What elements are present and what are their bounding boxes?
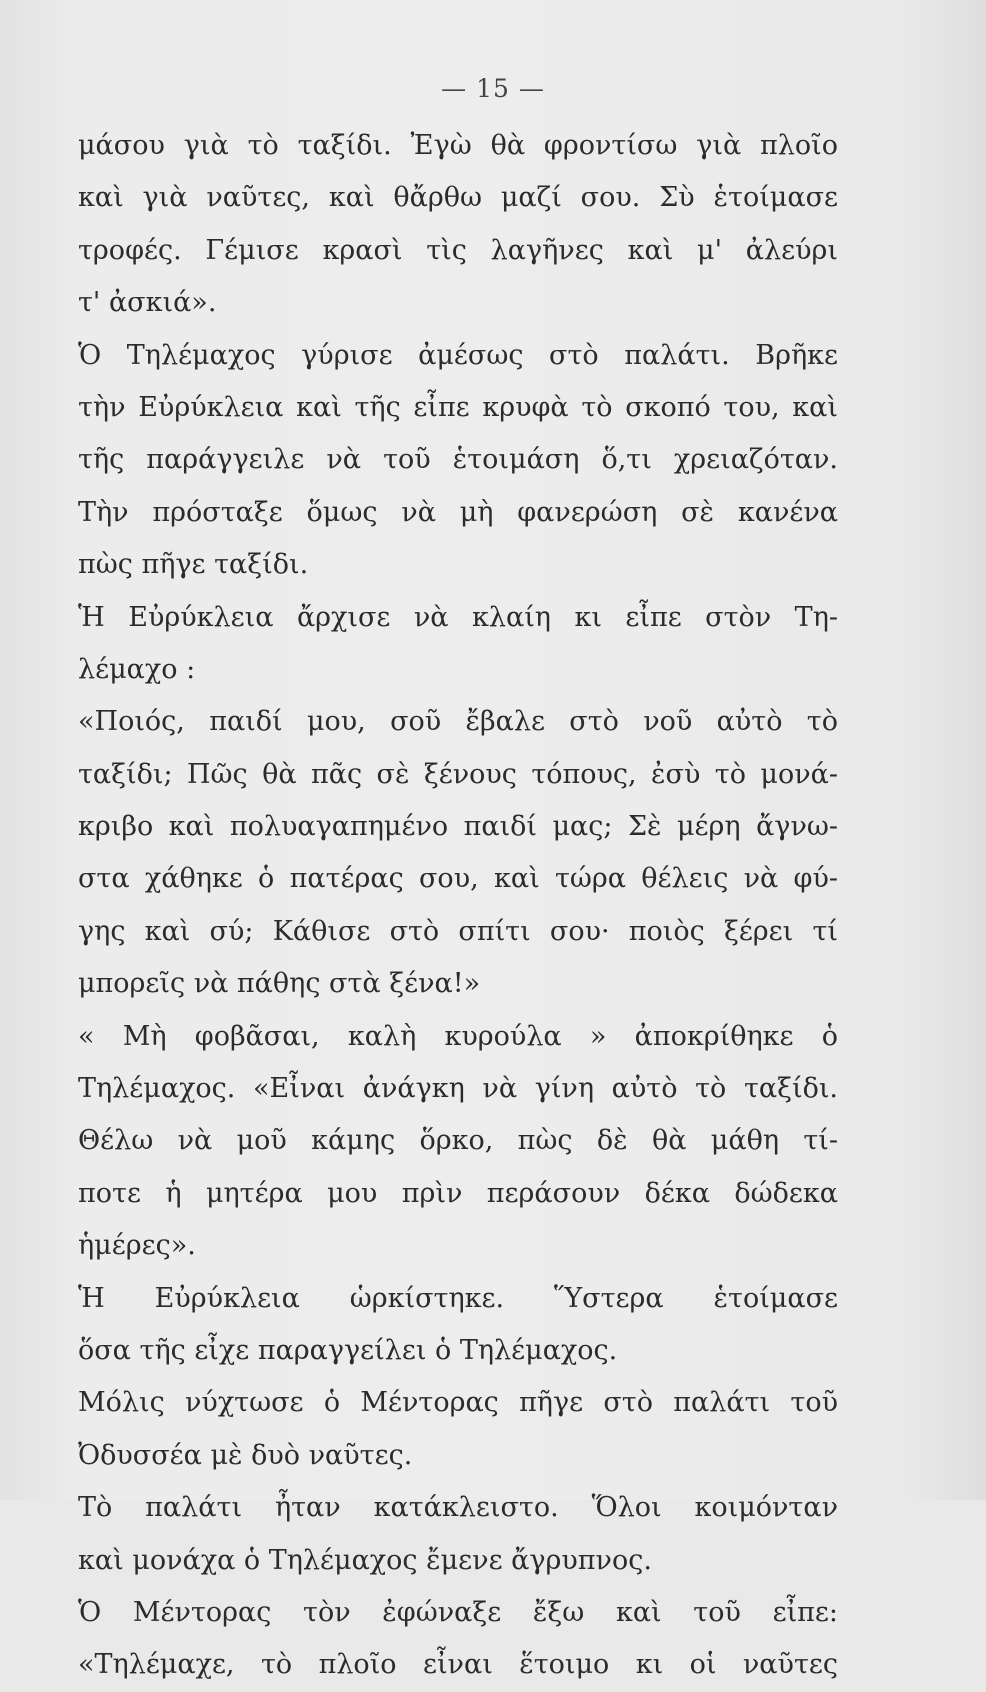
text-line: Μόλις νύχτωσε ὁ Μέντορας πῆγε στὸ παλάτι τοῦ [78,1387,838,1419]
text-line: λέμαχο : [78,653,196,685]
text-line: ὅσα τῆς εἶχε παραγγείλει ὁ Τηλέμαχος. [78,1334,618,1366]
text-line: Θέλω νὰ μοῦ κάμης ὅρκο, πὼς δὲ θὰ μάθη τί- [78,1125,838,1157]
text-line: τὴν Εὐρύκλεια καὶ τῆς εἶπε κρυφὰ τὸ σκοπό του, καὶ [78,391,838,423]
text-line: «Ποιός, παιδί μου, σοῦ ἔβαλε στὸ νοῦ αὐτὸ τὸ [78,706,838,738]
text-line: Ἡ Εὐρύκλεια ὡρκίστηκε. Ὕστερα ἑτοίμασε [78,1282,838,1314]
text-line: Ὀδυσσέα μὲ δυὸ ναῦτες. [78,1439,413,1471]
text-line: γης καὶ σύ; Κάθισε στὸ σπίτι σου· ποιὸς ξέρει τί [78,915,838,947]
text-line: Τὴν πρόσταξε ὅμως νὰ μὴ φανερώση σὲ κανένα [78,496,838,528]
text-line: Ὁ Μέντορας τὸν ἐφώναξε ἔξω καὶ τοῦ εἶπε: [78,1596,838,1628]
text-line: « Μὴ φοβᾶσαι, καλὴ κυρούλα » ἀποκρίθηκε ὁ [78,1020,838,1052]
body-text [78,120,838,1692]
text-line: μάσου γιὰ τὸ ταξίδι. Ἐγὼ θὰ φροντίσω γιὰ πλοῖο [78,130,838,161]
text-line: τῆς παράγγειλε νὰ τοῦ ἑτοιμάση ὅ,τι χρειαζόταν. [78,444,838,476]
text-line: Τηλέμαχος. «Εἶναι ἀνάγκη νὰ γίνη αὐτὸ τὸ ταξίδι. [78,1073,838,1105]
text-line: τ' ἀσκιά». [78,287,217,319]
text-line: ταξίδι; Πῶς θὰ πᾶς σὲ ξένους τόπους, ἐσὺ τὸ μονά- [78,758,838,790]
text-line: Ὁ Τηλέμαχος γύρισε ἀμέσως στὸ παλάτι. Βρῆκε [78,339,838,371]
text-line: Τὸ παλάτι ἦταν κατάκλειστο. Ὅλοι κοιμόνταν [78,1492,838,1524]
text-line: ποτε ἡ μητέρα μου πρὶν περάσουν δέκα δώδεκα [78,1177,838,1209]
text-line: «Τηλέμαχε, τὸ πλοῖο εἶναι ἕτοιμο κι οἱ ναῦτες [78,1649,838,1681]
text-line: καὶ μονάχα ὁ Τηλέμαχος ἔμενε ἄγρυπνος. [78,1544,652,1576]
text-line: πὼς πῆγε ταξίδι. [78,549,309,581]
text-line: στα χάθηκε ὁ πατέρας σου, καὶ τώρα θέλεις νὰ φύ- [78,863,838,895]
text-line: Ἡ Εὐρύκλεια ἄρχισε νὰ κλαίη κι εἶπε στὸν Τη- [78,601,838,633]
text-line: καὶ γιὰ ναῦτες, καὶ θἄρθω μαζί σου. Σὺ ἑτοίμασε [78,182,838,214]
text-line: τροφές. Γέμισε κρασὶ τὶς λαγῆνες καὶ μ' ἀλεύρι [78,234,838,266]
text-line: κριβο καὶ πολυαγαπημένο παιδί μας; Σὲ μέρη ἄγνω- [78,811,838,843]
text-line: μπορεῖς νὰ πάθης στὰ ξένα!» [78,968,481,1000]
page-number: — 15 — [441,74,545,103]
text-line: ἡμέρες». [78,1230,196,1262]
